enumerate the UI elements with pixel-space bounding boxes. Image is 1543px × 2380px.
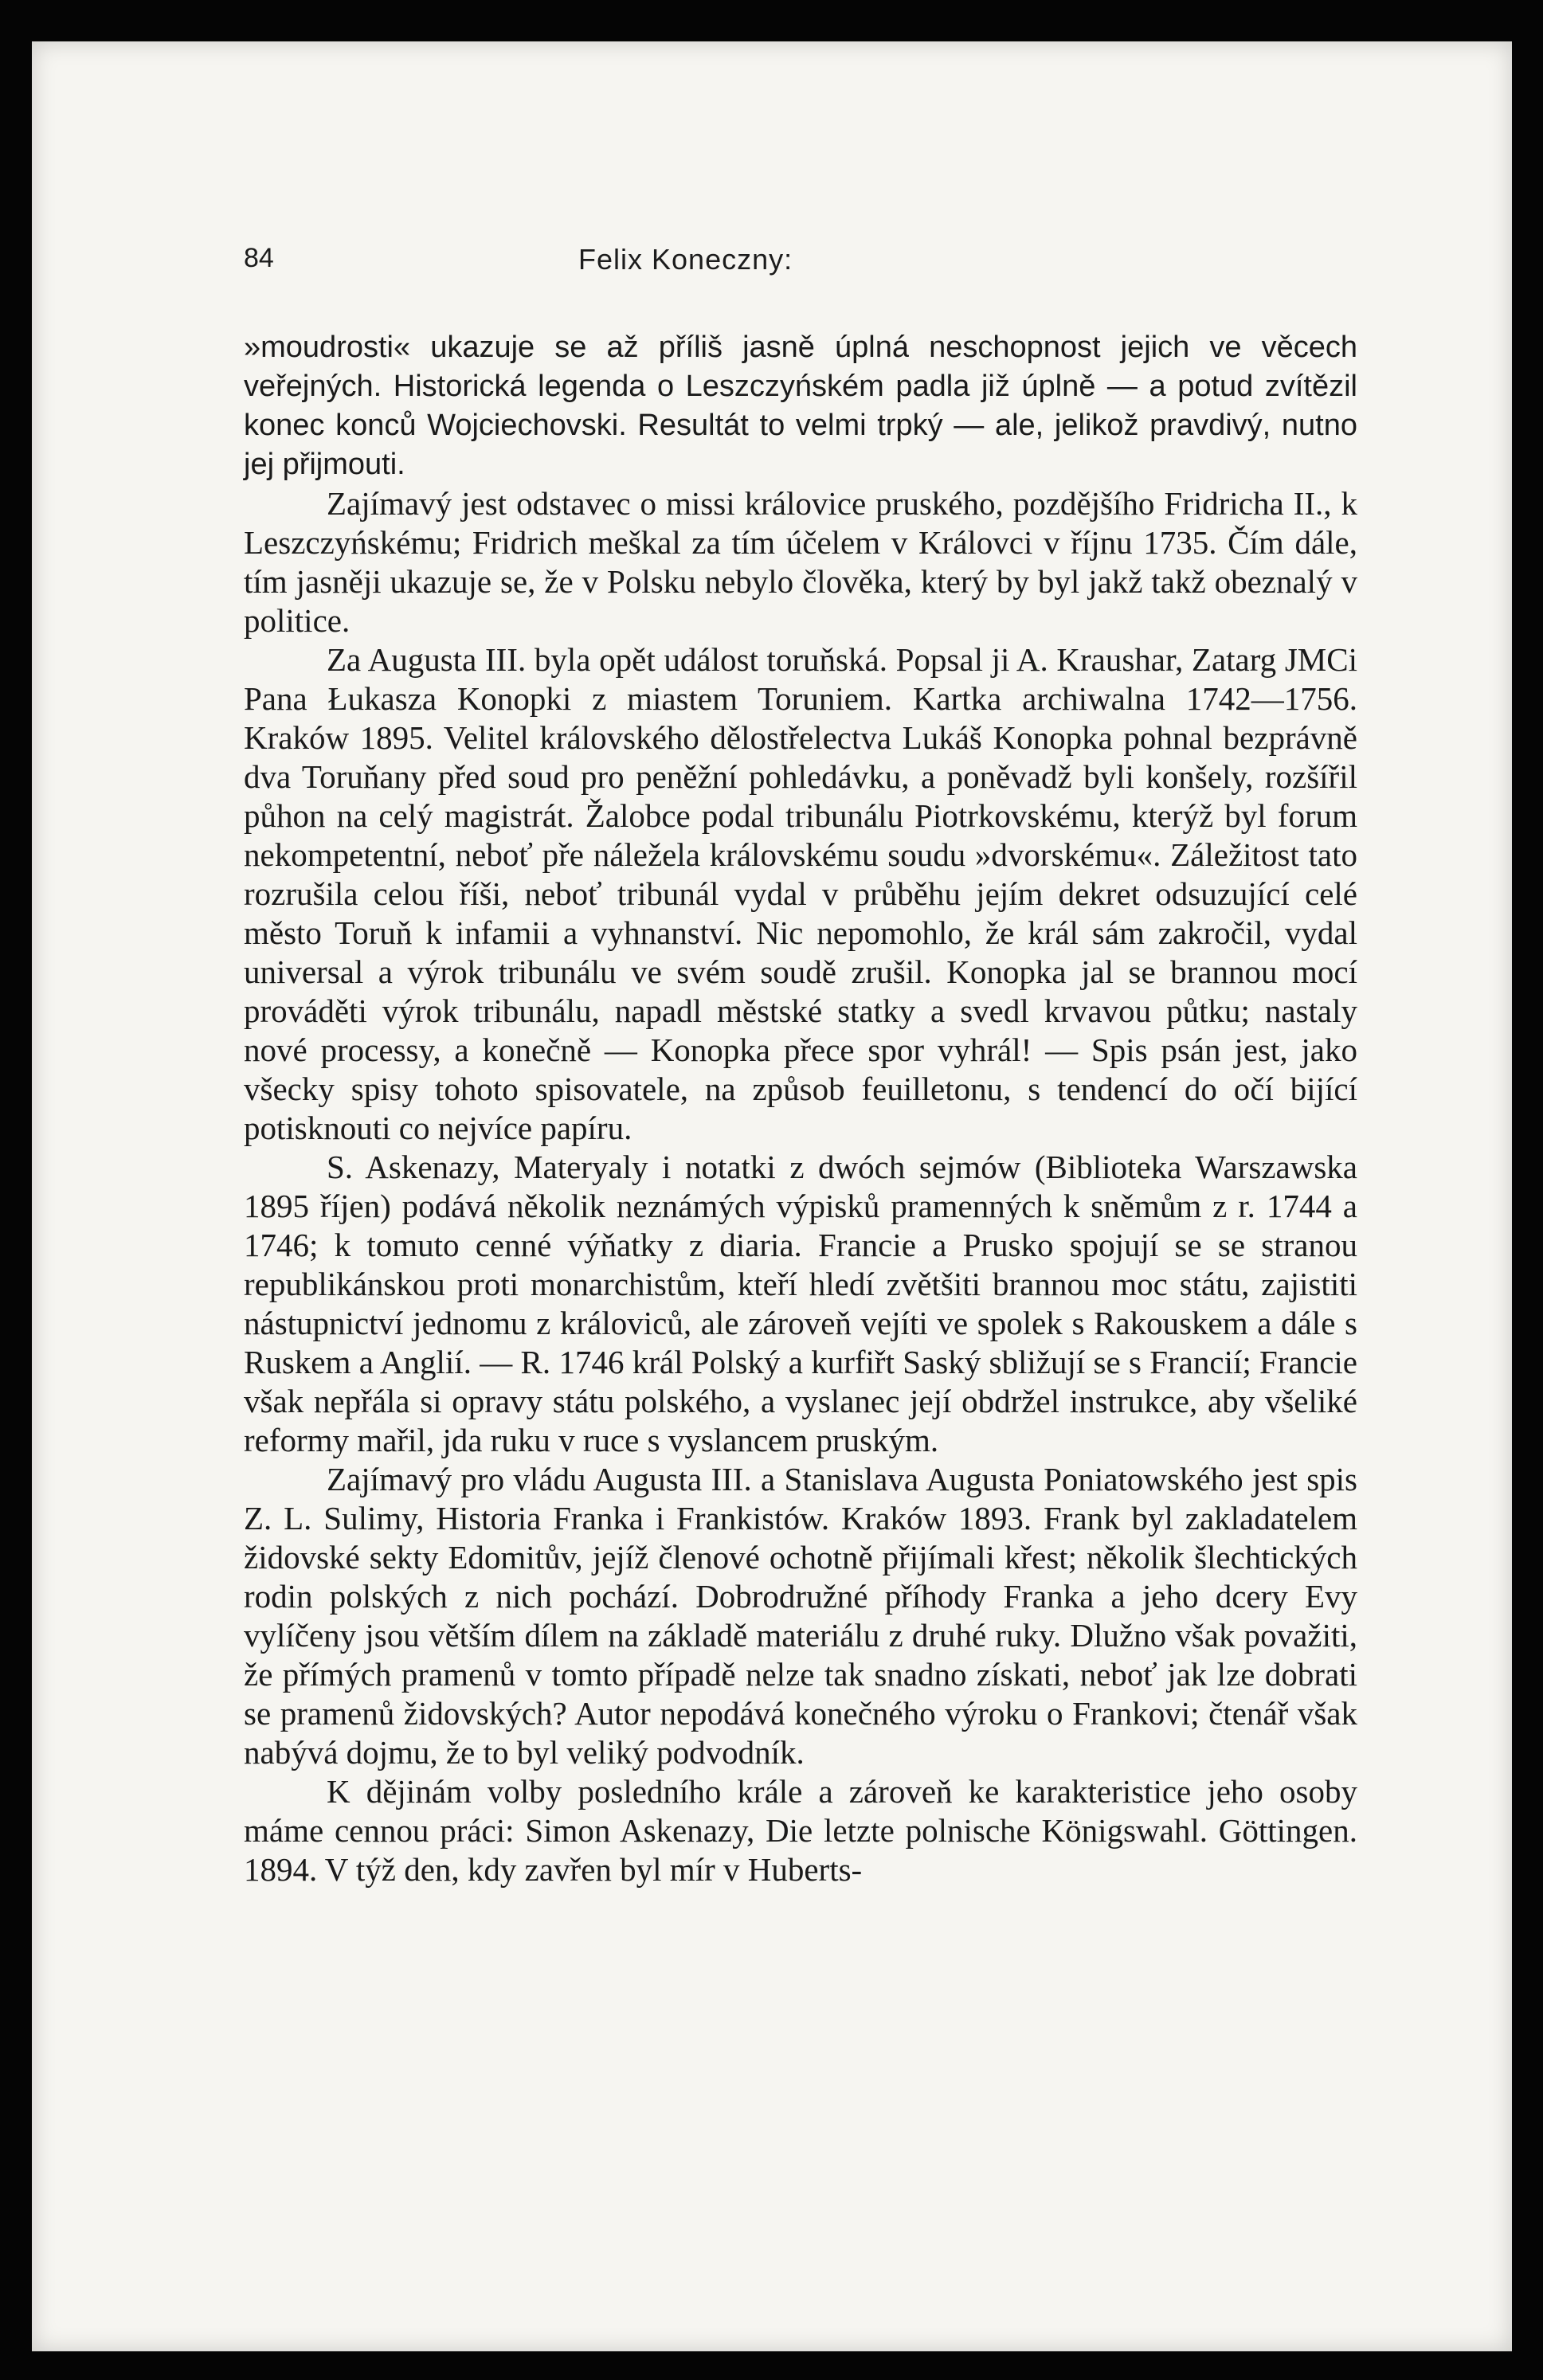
paragraph-2: Zajímavý jest odstavec o missi královice pruského, pozdějšího Fridricha II., k Leszczyńskému; Fridrich meškal za tím účelem v Královci v říjnu 1735. Čím dále, tím jasněji ukazuje se, že v Polsku nebylo člověka, který by byl jakž takž obeznalý v politice. (244, 485, 1357, 639)
paragraph-1: »moudrosti« ukazuje se až příliš jasně úplná neschopnost jejich ve věcech veřejných. Historická legenda o Leszczyńském padla již úplně — a potud zvítězil konec konců Wojciechovski. Resultát to velmi trpký — ale, jelikož pravdivý, nutno jej přijmouti. (244, 331, 1357, 481)
page-header (244, 243, 1367, 283)
paragraph-3: Za Augusta III. byla opět událost toruňská. Popsal ji A. Kraushar, Zatarg JMCi Pana Łukasza Konopki z miastem Toruniem. Kartka archiwalna 1742—1756. Kraków 1895. Velitel královského dělostřelectva Lukáš Konopka pohnal bezprávně dva Toruňany před soud pro peněžní pohledávku, a poněvadž byli konšely, rozšířil půhon na celý magistrát. Žalobce podal tribunálu Piotrkovskému, kterýž byl forum nekompetentní, neboť pře náležela královskému soudu »dvorskému«. Záležitost tato rozrušila celou říši, neboť tribunál vydal v průběhu jejím dekret odsuzující celé město Toruň k infamii a vyhnanství. Nic nepomohlo, že král sám zakročil, vydal universal a výrok tribunálu ve svém soudě zrušil. Konopka jal se brannou mocí prováděti výrok tribunálu, napadl městské statky a svedl krvavou půtku; nastaly nové processy, a konečně — Konopka přece spor vyhrál! — Spis psán jest, jako všecky spisy tohoto spisovatele, na způsob feuilletonu, s tendencí do očí bijící potisknouti co nejvíce papíru. (244, 641, 1357, 1146)
running-head: Felix Koneczny: (578, 243, 793, 276)
paragraph-5: Zajímavý pro vládu Augusta III. a Stanislava Augusta Poniatowského jest spis Z. L. Sulimy, Historia Franka i Frankistów. Kraków 1893. Frank byl zakladatelem židovské sekty Edomitův, jejíž členové ochotně přijímali křest; několik šlechtických rodin polských z nich pochází. Dobrodružné příhody Franka a jeho dcery Evy vylíčeny jsou větším dílem na základě materiálu z druhé ruky. Dlužno však považiti, že přímých pramenů v tomto případě nelze tak snadno získati, neboť jak lze dobrati se pramenů židovských? Autor nepodává konečného výroku o Frankovi; čtenář však nabývá dojmu, že to byl veliký podvodník. (244, 1461, 1357, 1771)
page-number: 84 (244, 243, 274, 273)
paragraph-6: K dějinám volby posledního krále a zároveň ke karakteristice jeho osoby máme cennou práci: Simon Askenazy, Die letzte polnische Königswahl. Göttingen. 1894. V týž den, kdy zavřen byl mír v Huberts- (244, 1773, 1357, 1888)
paragraph-4: S. Askenazy, Materyaly i notatki z dwóch sejmów (Biblioteka Warszawska 1895 říjen) podává několik neznámých výpisků pramenných k sněmům z r. 1744 a 1746; k tomuto cenné výňatky z diaria. Francie a Prusko spojují se se stranou republikánskou proti monarchistům, kteří hledí zvětšiti brannou moc státu, zajistiti nástupnictví jednomu z královiců, ale zároveň vejíti ve spolek s Rakouskem a dále s Ruskem a Anglií. — R. 1746 král Polský a kurfiřt Saský sbližují se s Francií; Francie však nepřála si opravy státu polského, a vyslanec její obdržel instrukce, aby všeliké reformy mařil, jda ruku v ruce s vyslancem pruským. (244, 1149, 1357, 1458)
page-body (244, 328, 1357, 1889)
